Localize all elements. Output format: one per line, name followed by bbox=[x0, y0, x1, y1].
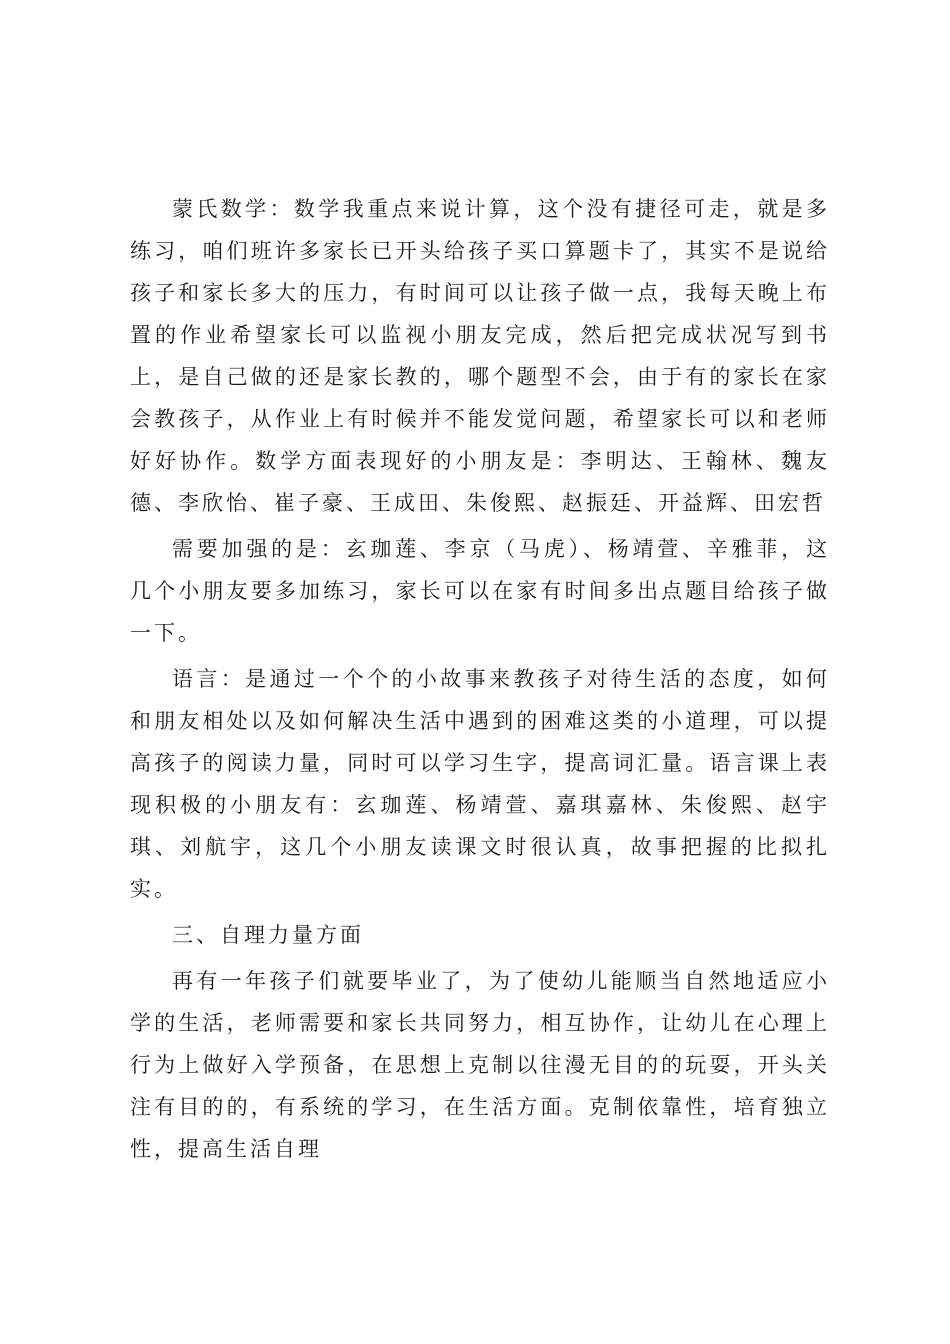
paragraph-self-care: 再有一年孩子们就要毕业了，为了使幼儿能顺当自然地适应小学的生活，老师需要和家长共同努力，相互协作，让幼儿在心理上行为上做好入学预备，在思想上克制以往漫无目的的玩耍，开头关注有目的的，有系统的学习，在生活方面。克制依靠性，培育独立性，提高生活自理 bbox=[130, 969, 830, 1161]
paragraph-needs-improvement: 需要加强的是：玄珈莲、李京（马虎）、杨靖萱、辛雅菲，这几个小朋友要多加练习，家长可以在家有时间多出点题目给孩子做一下。 bbox=[130, 537, 830, 645]
section-heading-self-care: 三、自理力量方面 bbox=[172, 923, 364, 947]
paragraph-math: 蒙氏数学：数学我重点来说计算，这个没有捷径可走，就是多练习，咱们班许多家长已开头给孩子买口算题卡了，其实不是说给孩子和家长多大的压力，有时间可以让孩子做一点，我每天晚上布置的作业希望家长可以监视小朋友完成，然后把完成状况写到书上，是自己做的还是家长教的，哪个题型不会，由于有的家长在家会教孩子，从作业上有时候并不能发觉问题，希望家长可以和老师好好协作。数学方面表现好的小朋友是：李明达、王翰林、魏友德、李欣怡、崔子豪、王成田、朱俊熙、赵振廷、开益辉、田宏哲 bbox=[130, 197, 830, 515]
paragraph-language: 语言：是通过一个个的小故事来教孩子对待生活的态度，如何和朋友相处以及如何解决生活中遇到的困难这类的小道理，可以提高孩子的阅读力量，同时可以学习生字，提高词汇量。语言课上表现积极的小朋友有：玄珈莲、杨靖萱、嘉琪嘉林、朱俊熙、赵宇琪、刘航宇，这几个小朋友读课文时很认真，故事把握的比拟扎实。 bbox=[130, 667, 830, 901]
document-body bbox=[130, 188, 830, 1174]
